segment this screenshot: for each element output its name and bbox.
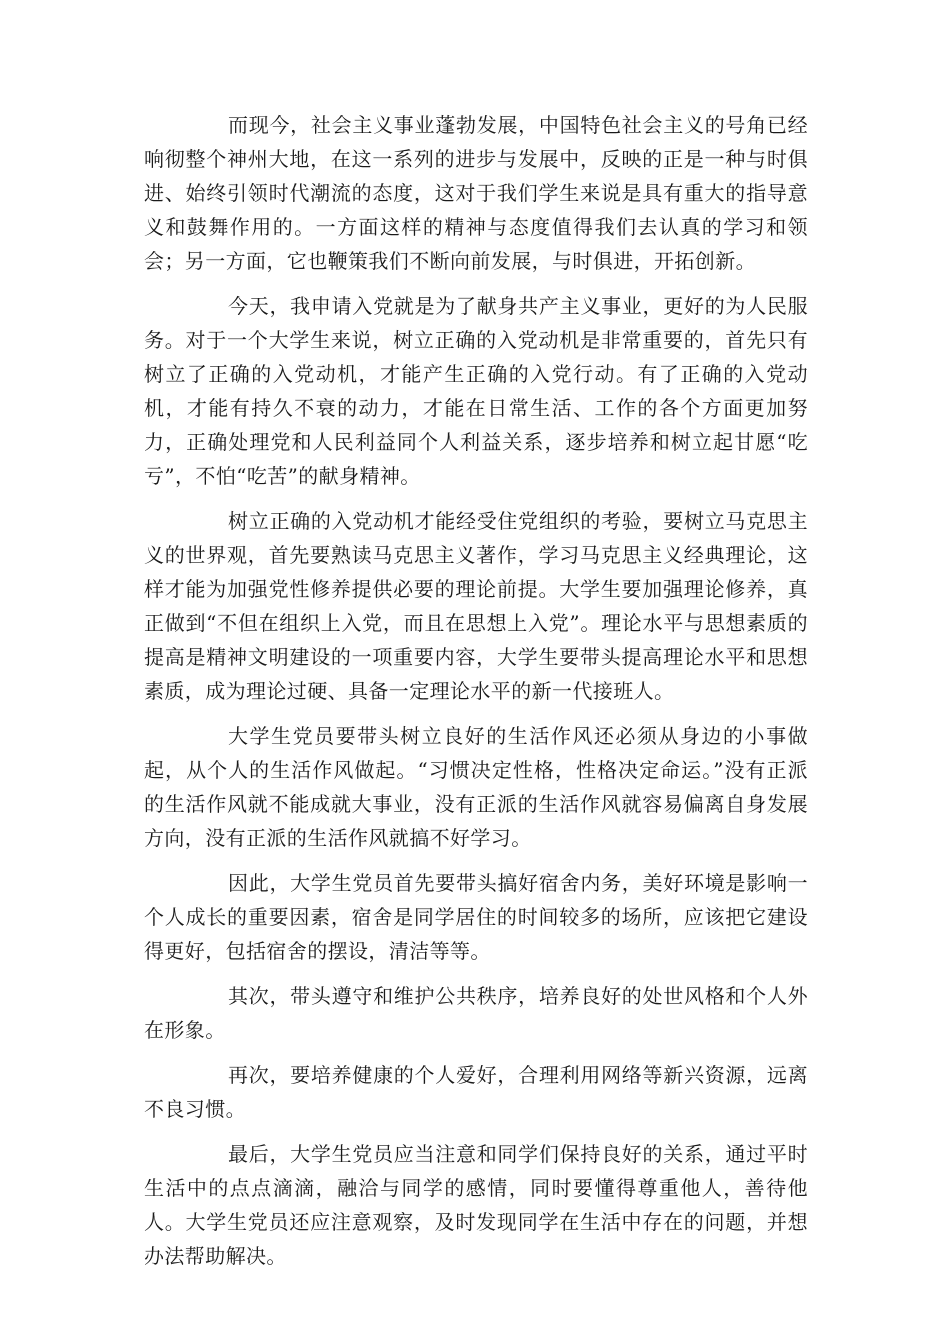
paragraph: 其次，带头遵守和维护公共秩序，培养良好的处世风格和个人外在形象。: [144, 984, 808, 1042]
document-body: [144, 108, 808, 1284]
paragraph: 大学生党员要带头树立良好的生活作风还必须从身边的小事做起，从个人的生活作风做起。“习惯决定性格，性格决定命运。”没有正派的生活作风就不能成就大事业，没有正派的生活作风就容易偏离自身发展方向，没有正派的生活作风就搞不好学习。: [144, 724, 808, 850]
paragraph: 树立正确的入党动机才能经受住党组织的考验，要树立马克思主义的世界观，首先要熟读马克思主义著作，学习马克思主义经典理论，这样才能为加强党性修养提供必要的理论前提。大学生要加强理论修养，真正做到“不但在组织上入党，而且在思想上入党”。理论水平与思想素质的提高是精神文明建设的一项重要内容，大学生要带头提高理论水平和思想素质，成为理论过硬、具备一定理论水平的新一代接班人。: [144, 509, 808, 703]
paragraph: 最后，大学生党员应当注意和同学们保持良好的关系，通过平时生活中的点点滴滴，融洽与同学的感情，同时要懂得尊重他人，善待他人。大学生党员还应注意观察，及时发现同学在生活中存在的问题，并想办法帮助解决。: [144, 1142, 808, 1268]
paragraph: 再次，要培养健康的个人爱好，合理利用网络等新兴资源，远离不良习惯。: [144, 1063, 808, 1121]
paragraph: 今天，我申请入党就是为了献身共产主义事业，更好的为人民服务。对于一个大学生来说，树立正确的入党动机是非常重要的，首先只有树立了正确的入党动机，才能产生正确的入党行动。有了正确的入党动机，才能有持久不衰的动力，才能在日常生活、工作的各个方面更加努力，正确处理党和人民利益同个人利益关系，逐步培养和树立起甘愿“吃亏”，不怕“吃苦”的献身精神。: [144, 294, 808, 488]
paragraph: 因此，大学生党员首先要带头搞好宿舍内务，美好环境是影响一个人成长的重要因素，宿舍是同学居住的时间较多的场所，应该把它建设得更好，包括宿舍的摆设，清洁等等。: [144, 871, 808, 963]
paragraph: 而现今，社会主义事业蓬勃发展，中国特色社会主义的号角已经响彻整个神州大地，在这一系列的进步与发展中，反映的正是一种与时俱进、始终引领时代潮流的态度，这对于我们学生来说是具有重大的指导意义和鼓舞作用的。一方面这样的精神与态度值得我们去认真的学习和领会；另一方面，它也鞭策我们不断向前发展，与时俱进，开拓创新。: [144, 113, 808, 273]
